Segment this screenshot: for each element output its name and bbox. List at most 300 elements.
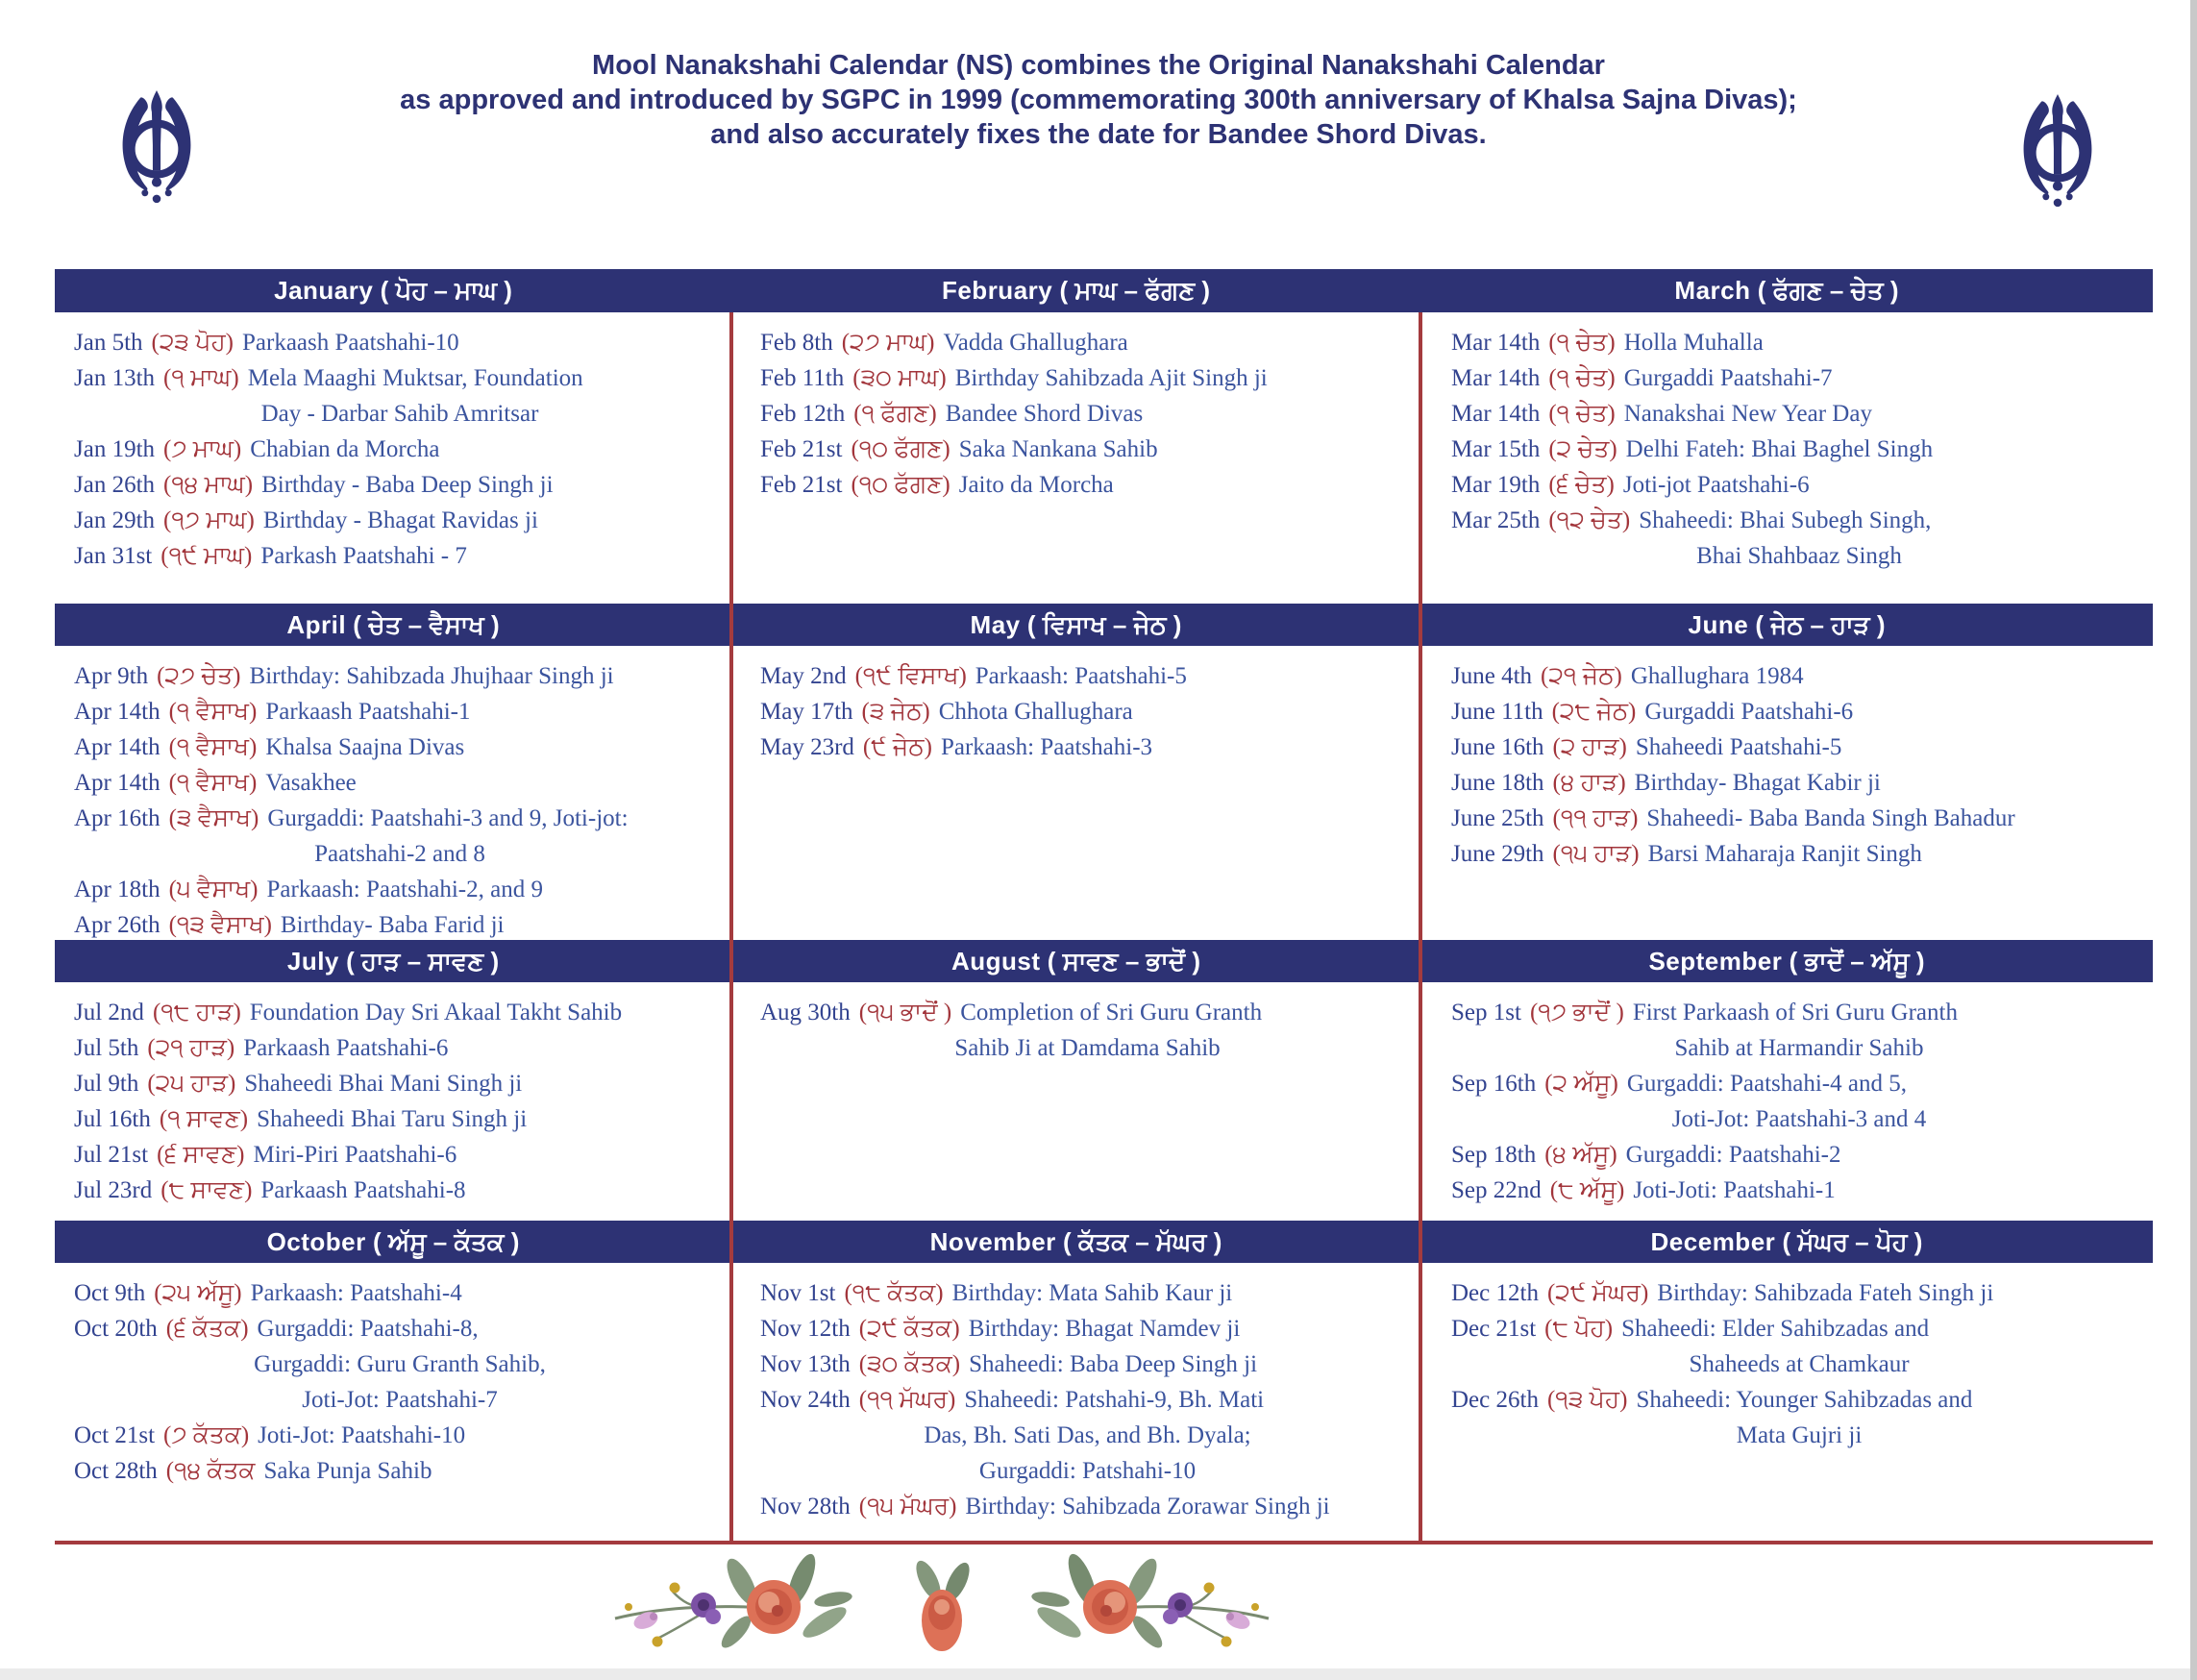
event-description: Vasakhee: [265, 770, 357, 796]
month-events-december: [1420, 1263, 2153, 1543]
month-name: July: [286, 947, 339, 976]
event: [1451, 432, 2147, 467]
event-nanakshahi-date: (੮ ਸਾਵਣ): [160, 1177, 253, 1203]
month-events-april: [55, 646, 731, 940]
event-nanakshahi-date: (੭ ਕੱਤਕ): [163, 1422, 250, 1448]
month-name: May: [970, 610, 1021, 639]
event: [760, 1311, 1415, 1346]
event-date: Mar 14th: [1451, 365, 1541, 391]
event-description: Mela Maaghi Muktsar, Foundation: [247, 365, 583, 391]
event-date: Jul 23rd: [74, 1177, 153, 1203]
month-events-october: [55, 1263, 731, 1543]
event: [1451, 995, 2147, 1030]
month-body-row: [55, 1263, 2153, 1543]
event-nanakshahi-date: (੨ ਹਾੜ): [1552, 734, 1627, 760]
event-nanakshahi-date: (੬ ਚੇਤ): [1548, 472, 1615, 498]
event-nanakshahi-date: (੨੮ ਜੇਠ): [1551, 699, 1637, 725]
month-header-row: [55, 1221, 2153, 1263]
event-date: Nov 12th: [760, 1316, 851, 1342]
event-nanakshahi-date: (੯ ਜੇਠ): [862, 734, 932, 760]
event-date: Jul 9th: [74, 1071, 139, 1097]
month-punjabi-range: ( ਸਾਵਣ – ਭਾਦੋਂ ): [1040, 947, 1200, 976]
month-body-row: [55, 982, 2153, 1221]
event: [1451, 729, 2147, 765]
event-nanakshahi-date: (੨੫ ਹਾੜ): [147, 1071, 236, 1097]
event-date: Oct 9th: [74, 1280, 146, 1306]
event-nanakshahi-date: (੨੫ ਅੱਸੂ): [154, 1280, 242, 1306]
event: [1451, 836, 2147, 872]
event-nanakshahi-date: (੧੨ ਚੇਤ): [1548, 507, 1631, 533]
month-events-may: [731, 646, 1420, 940]
event-date: June 29th: [1451, 841, 1544, 867]
month-punjabi-range: ( ਚੇਤ – ਵੈਸਾਖ ): [346, 610, 500, 639]
event: [1451, 1173, 2147, 1208]
event-nanakshahi-date: (੧੫ ਭਾਦੋਂ ): [858, 1000, 952, 1025]
event-nanakshahi-date: (੩ ਵੈਸਾਖ): [168, 805, 259, 831]
event-description-continued: Gurgaddi: Patshahi-10: [978, 1458, 1197, 1484]
event-nanakshahi-date: (੪ ਅੱਸੂ): [1544, 1142, 1617, 1168]
event-nanakshahi-date: (੧੩ ਵੈਸਾਖ): [168, 912, 272, 938]
month-punjabi-range: ( ਅੱਸੂ – ਕੱਤਕ ): [365, 1227, 520, 1256]
event-nanakshahi-date: (੧੯ ਮਾਘ): [160, 543, 253, 569]
event: [74, 1418, 726, 1453]
event-description: Joti-Jot: Paatshahi-10: [258, 1422, 466, 1448]
event-description: Shaheedi Bhai Taru Singh ji: [257, 1106, 528, 1132]
event-nanakshahi-date: (੧ ਚੇਤ): [1548, 330, 1616, 356]
event: [760, 432, 1415, 467]
event-date: Jan 29th: [74, 507, 156, 533]
event-description-continued: Paatshahi-2 and 8: [314, 841, 485, 867]
event: [74, 1030, 726, 1066]
event: [1451, 1066, 2147, 1101]
event-nanakshahi-date: (੮ ਅੱਸੂ): [1549, 1177, 1625, 1203]
event: [74, 1453, 726, 1489]
event-description-continued: Joti-Jot: Paatshahi-3 and 4: [1671, 1106, 1927, 1132]
event-nanakshahi-date: (੨੩ ਪੋਹ): [151, 330, 235, 356]
event-nanakshahi-date: (੧ ਵੈਸਾਖ): [168, 699, 258, 725]
event: [74, 694, 726, 729]
title-line-2: as approved and introduced by SGPC in 1999 (commemorating 300th anniversary of Khalsa Sajna Divas);: [400, 85, 1797, 115]
event-description: Completion of Sri Guru Granth: [960, 1000, 1263, 1025]
month-title-may: [731, 604, 1420, 646]
event-nanakshahi-date: (੧੮ ਹਾੜ): [152, 1000, 241, 1025]
event: [74, 1101, 726, 1137]
title-line-1: Mool Nanakshahi Calendar (NS) combines the Original Nanakshahi Calendar: [592, 50, 1605, 81]
month-body-row: [55, 646, 2153, 940]
event-description-continued: Day - Darbar Sahib Amritsar: [260, 401, 539, 427]
month-events-february: [731, 312, 1420, 604]
event-date: June 16th: [1451, 734, 1544, 760]
event-date: June 25th: [1451, 805, 1544, 831]
event-description: Birthday Sahibzada Ajit Singh ji: [954, 365, 1268, 391]
event: [760, 360, 1415, 396]
month-title-september: [1420, 940, 2153, 982]
event-description: Birthday- Baba Farid ji: [280, 912, 505, 938]
event-description-continued: Das, Bh. Sati Das, and Bh. Dyala;: [924, 1422, 1251, 1448]
event-description: Shaheedi: Bhai Subegh Singh,: [1639, 507, 1932, 533]
event-nanakshahi-date: (੧ ਚੇਤ): [1548, 365, 1616, 391]
event-nanakshahi-date: (੧ ਫੱਗਣ): [853, 401, 937, 427]
event-nanakshahi-date: (੨੧ ਜੇਠ): [1541, 663, 1622, 689]
event-nanakshahi-date: (੬ ਕੱਤਕ): [165, 1316, 249, 1342]
event-date: Mar 14th: [1451, 330, 1541, 356]
event-description: Holla Muhalla: [1623, 330, 1764, 356]
event: [760, 1382, 1415, 1418]
month-punjabi-range: ( ਹਾੜ – ਸਾਵਣ ): [338, 947, 500, 976]
event-description: Gurgaddi Paatshahi-6: [1644, 699, 1854, 725]
event: [1451, 765, 2147, 801]
month-title-december: [1420, 1221, 2153, 1263]
event-nanakshahi-date: (੧੧ ਮੱਘਰ): [858, 1387, 956, 1413]
event: [1451, 503, 2147, 538]
event-nanakshahi-date: (੧ ਸਾਵਣ): [159, 1106, 249, 1132]
title-line-3: and also accurately fixes the date for Bandee Shord Divas.: [710, 119, 1487, 150]
month-events-september: [1420, 982, 2153, 1221]
event-date: Oct 21st: [74, 1422, 156, 1448]
event-description: Parkaash Paatshahi-1: [265, 699, 471, 725]
event-nanakshahi-date: (੧੫ ਮੱਘਰ): [858, 1494, 957, 1519]
month-events-november: [731, 1263, 1420, 1543]
bottom-gray-bar: [0, 1668, 2197, 1680]
event-description: Gurgaddi Paatshahi-7: [1623, 365, 1833, 391]
event-description: Gurgaddi: Paatshahi-8,: [257, 1316, 479, 1342]
event-date: Apr 16th: [74, 805, 160, 831]
event: [1451, 360, 2147, 396]
event: [74, 658, 726, 694]
event-description: Birthday - Baba Deep Singh ji: [261, 472, 554, 498]
event-description: Miri-Piri Paatshahi-6: [253, 1142, 457, 1168]
event-description: Parkaash Paatshahi-6: [243, 1035, 449, 1061]
month-name: March: [1674, 276, 1751, 305]
event-description: Parkaash Paatshahi-10: [242, 330, 459, 356]
event-description: Gurgaddi: Paatshahi-3 and 9, Joti-jot:: [267, 805, 629, 831]
event-date: Nov 28th: [760, 1494, 851, 1519]
month-events-january: [55, 312, 731, 604]
event: [74, 1275, 726, 1311]
event: [1451, 467, 2147, 503]
event: [74, 325, 726, 360]
event-nanakshahi-date: (੧੭ ਭਾਦੋਂ ): [1529, 1000, 1624, 1025]
event-date: Feb 21st: [760, 436, 843, 462]
event-date: Mar 25th: [1451, 507, 1541, 533]
event-nanakshahi-date: (੧੪ ਕੱਤਕ: [165, 1458, 256, 1484]
event-nanakshahi-date: (੩੦ ਮਾਘ): [852, 365, 947, 391]
event-date: Jan 19th: [74, 436, 156, 462]
event-description: Joti-Joti: Paatshahi-1: [1633, 1177, 1836, 1203]
event: [760, 995, 1415, 1030]
event-date: Jul 21st: [74, 1142, 149, 1168]
event: [760, 1489, 1415, 1524]
floral-garland: [596, 1549, 1288, 1670]
event-nanakshahi-date: (੨੭ ਚੇਤ): [157, 663, 241, 689]
event-date: Feb 11th: [760, 365, 845, 391]
event-description: Foundation Day Sri Akaal Takht Sahib: [249, 1000, 623, 1025]
event-date: Apr 9th: [74, 663, 149, 689]
event: [1451, 396, 2147, 432]
event-date: Sep 16th: [1451, 1071, 1537, 1097]
event-date: June 11th: [1451, 699, 1543, 725]
event-nanakshahi-date: (੩੦ ਕੱਤਕ): [858, 1351, 961, 1377]
month-name: August: [951, 947, 1041, 976]
event-description: Chhota Ghallughara: [938, 699, 1133, 725]
event-date: Dec 21st: [1451, 1316, 1537, 1342]
event: [760, 729, 1415, 765]
event-description: Shaheedi: Patshahi-9, Bh. Mati: [964, 1387, 1265, 1413]
event: [760, 467, 1415, 503]
month-title-july: [55, 940, 731, 982]
event-description: Parkaash: Paatshahi-5: [975, 663, 1187, 689]
month-title-august: [731, 940, 1420, 982]
event-date: Dec 26th: [1451, 1387, 1539, 1413]
event-description: Parkaash Paatshahi-8: [260, 1177, 466, 1203]
month-punjabi-range: ( ਵਿਸਾਖ – ਜੇਠ ): [1020, 610, 1182, 639]
event-date: Apr 26th: [74, 912, 160, 938]
event-nanakshahi-date: (੧ ਵੈਸਾਖ): [168, 734, 258, 760]
event: [760, 694, 1415, 729]
event: [760, 325, 1415, 360]
month-title-march: [1420, 269, 2153, 312]
event-date: June 18th: [1451, 770, 1544, 796]
event-nanakshahi-date: (੧ ਚੇਤ): [1548, 401, 1616, 427]
event: [760, 658, 1415, 694]
event-date: Mar 19th: [1451, 472, 1541, 498]
event-date: Mar 14th: [1451, 401, 1541, 427]
event-date: May 17th: [760, 699, 853, 725]
event-nanakshahi-date: (੨੯ ਕੱਤਕ): [858, 1316, 960, 1342]
event-nanakshahi-date: (੧੩ ਪੋਹ): [1546, 1387, 1628, 1413]
column-divider-line: [729, 312, 733, 1544]
month-events-june: [1420, 646, 2153, 940]
event-date: Jul 2nd: [74, 1000, 144, 1025]
event-nanakshahi-date: (੨ ਅੱਸੂ): [1544, 1071, 1618, 1097]
event-description: Chabian da Morcha: [250, 436, 440, 462]
event-description: Vadda Ghallughara: [943, 330, 1128, 356]
event: [760, 1275, 1415, 1311]
month-events-july: [55, 982, 731, 1221]
event-description: Joti-jot Paatshahi-6: [1622, 472, 1810, 498]
event-description: Saka Punja Sahib: [263, 1458, 432, 1484]
bottom-rule-line: [55, 1541, 2153, 1544]
event: [1451, 1311, 2147, 1346]
event-description: Parkaash: Paatshahi-3: [940, 734, 1153, 760]
event: [74, 995, 726, 1030]
event: [74, 801, 726, 836]
event-date: Sep 1st: [1451, 1000, 1521, 1025]
event: [74, 872, 726, 907]
event-date: Jul 16th: [74, 1106, 151, 1132]
event-date: Jul 5th: [74, 1035, 139, 1061]
event: [74, 538, 726, 574]
event-description: Gurgaddi: Paatshahi-4 and 5,: [1626, 1071, 1907, 1097]
event-description-continued: Mata Gujri ji: [1736, 1422, 1863, 1448]
event-nanakshahi-date: (੨੯ ਮੱਘਰ): [1546, 1280, 1649, 1306]
event-description-continued: Joti-Jot: Paatshahi-7: [302, 1387, 498, 1413]
event-description: Bandee Shord Divas: [945, 401, 1144, 427]
event-nanakshahi-date: (੧੫ ਹਾੜ): [1552, 841, 1640, 867]
event-date: Oct 28th: [74, 1458, 158, 1484]
event-description: Khalsa Saajna Divas: [265, 734, 465, 760]
month-title-april: [55, 604, 731, 646]
event: [1451, 658, 2147, 694]
event-description: Saka Nankana Sahib: [958, 436, 1158, 462]
event-description: Parkaash: Paatshahi-4: [250, 1280, 462, 1306]
month-punjabi-range: ( ਫੱਗਣ – ਚੇਤ ): [1750, 276, 1899, 305]
event-date: Mar 15th: [1451, 436, 1541, 462]
event: [74, 467, 726, 503]
event-nanakshahi-date: (੧੪ ਮਾਘ): [163, 472, 254, 498]
event: [74, 360, 726, 396]
event-date: Apr 14th: [74, 734, 160, 760]
event: [74, 729, 726, 765]
event-date: Jan 26th: [74, 472, 156, 498]
page-title: [0, 48, 2197, 152]
month-name: February: [941, 276, 1053, 305]
month-name: September: [1648, 947, 1783, 976]
event: [1451, 1137, 2147, 1173]
event-description: Birthday: Sahibzada Fateh Singh ji: [1657, 1280, 1994, 1306]
event-nanakshahi-date: (੪ ਹਾੜ): [1552, 770, 1626, 796]
event: [74, 503, 726, 538]
month-punjabi-range: ( ਜੇਠ – ਹਾੜ ): [1748, 610, 1886, 639]
event: [74, 1173, 726, 1208]
window-edge-strip: [2190, 0, 2197, 1680]
event-description: Gurgaddi: Paatshahi-2: [1625, 1142, 1841, 1168]
event-description: Nanakshai New Year Day: [1623, 401, 1872, 427]
column-divider-line: [1419, 312, 1422, 1544]
month-name: January: [274, 276, 374, 305]
month-name: October: [266, 1227, 366, 1256]
event-description-continued: Sahib Ji at Damdama Sahib: [954, 1035, 1221, 1061]
event-description-continued: Bhai Shahbaaz Singh: [1696, 543, 1902, 569]
event-nanakshahi-date: (੧੦ ਫੱਗਣ): [851, 436, 950, 462]
event: [74, 765, 726, 801]
event-date: Aug 30th: [760, 1000, 851, 1025]
event-description: Birthday: Mata Sahib Kaur ji: [951, 1280, 1233, 1306]
event-description: Shaheedi: Elder Sahibzadas and: [1621, 1316, 1930, 1342]
event-description-continued: Sahib at Harmandir Sahib: [1674, 1035, 1924, 1061]
event-nanakshahi-date: (੧ ਮਾਘ): [163, 365, 239, 391]
event-description: Jaito da Morcha: [958, 472, 1114, 498]
month-punjabi-range: ( ਪੋਹ – ਮਾਘ ): [373, 276, 512, 305]
event-description: Ghallughara 1984: [1630, 663, 1804, 689]
event-nanakshahi-date: (੧੦ ਫੱਗਣ): [851, 472, 950, 498]
event-date: Nov 24th: [760, 1387, 851, 1413]
month-punjabi-range: ( ਕੱਤਕ – ਮੱਘਰ ): [1055, 1227, 1222, 1256]
event-description: Parkaash: Paatshahi-2, and 9: [266, 877, 543, 902]
month-name: November: [929, 1227, 1056, 1256]
event-nanakshahi-date: (੧ ਵੈਸਾਖ): [168, 770, 258, 796]
event-nanakshahi-date: (੨੭ ਮਾਘ): [841, 330, 935, 356]
event-date: Feb 8th: [760, 330, 833, 356]
event-date: Apr 14th: [74, 770, 160, 796]
month-name: December: [1650, 1227, 1776, 1256]
event-date: Feb 21st: [760, 472, 843, 498]
event-description: Birthday: Sahibzada Zorawar Singh ji: [965, 1494, 1330, 1519]
event-description-continued: Gurgaddi: Guru Granth Sahib,: [254, 1351, 546, 1377]
event: [74, 432, 726, 467]
event: [760, 1346, 1415, 1382]
event-date: Jan 5th: [74, 330, 143, 356]
event-description: First Parkaash of Sri Guru Granth: [1632, 1000, 1958, 1025]
event-date: Jan 31st: [74, 543, 153, 569]
month-name: April: [286, 610, 347, 639]
event-nanakshahi-date: (੮ ਪੋਹ): [1544, 1316, 1614, 1342]
month-name: June: [1688, 610, 1749, 639]
month-events-march: [1420, 312, 2153, 604]
event-date: Feb 12th: [760, 401, 846, 427]
event: [1451, 801, 2147, 836]
month-body-row: [55, 312, 2153, 604]
event-nanakshahi-date: (੬ ਸਾਵਣ): [157, 1142, 245, 1168]
month-title-june: [1420, 604, 2153, 646]
event-description: Birthday: Sahibzada Jhujhaar Singh ji: [249, 663, 614, 689]
month-header-row: [55, 940, 2153, 982]
event-date: Nov 13th: [760, 1351, 851, 1377]
month-title-october: [55, 1221, 731, 1263]
event-nanakshahi-date: (੭ ਮਾਘ): [163, 436, 242, 462]
month-events-august: [731, 982, 1420, 1221]
event-date: Nov 1st: [760, 1280, 836, 1306]
event: [74, 907, 726, 943]
month-title-january: [55, 269, 731, 312]
event-description: Shaheedi Paatshahi-5: [1635, 734, 1842, 760]
event-description: Barsi Maharaja Ranjit Singh: [1647, 841, 1922, 867]
event-nanakshahi-date: (੫ ਵੈਸਾਖ): [168, 877, 259, 902]
event-nanakshahi-date: (੨੧ ਹਾੜ): [147, 1035, 235, 1061]
event-date: May 23rd: [760, 734, 854, 760]
month-title-february: [731, 269, 1420, 312]
event: [1451, 1275, 2147, 1311]
event: [74, 1066, 726, 1101]
khanda-icon: [108, 88, 206, 208]
event: [1451, 1382, 2147, 1418]
month-title-november: [731, 1221, 1420, 1263]
event-date: Oct 20th: [74, 1316, 158, 1342]
event-date: Dec 12th: [1451, 1280, 1539, 1306]
event-date: Sep 22nd: [1451, 1177, 1542, 1203]
event-nanakshahi-date: (੨ ਚੇਤ): [1548, 436, 1617, 462]
event-description: Shaheedi: Younger Sahibzadas and: [1636, 1387, 1973, 1413]
event-description: Birthday- Bhagat Kabir ji: [1634, 770, 1881, 796]
event-description: Parkash Paatshahi - 7: [260, 543, 467, 569]
month-punjabi-range: ( ਮਾਘ – ਫੱਗਣ ): [1052, 276, 1211, 305]
event-nanakshahi-date: (੧੯ ਵਿਸਾਖ): [854, 663, 967, 689]
event-nanakshahi-date: (੩ ਜੇਠ): [861, 699, 930, 725]
event-date: Sep 18th: [1451, 1142, 1537, 1168]
event-date: Apr 18th: [74, 877, 160, 902]
event: [1451, 325, 2147, 360]
month-punjabi-range: ( ਭਾਦੋਂ – ਅੱਸੂ ): [1782, 947, 1925, 976]
month-header-row: [55, 269, 2153, 312]
event-description: Delhi Fateh: Bhai Baghel Singh: [1625, 436, 1934, 462]
event: [760, 396, 1415, 432]
event: [74, 1311, 726, 1346]
event: [74, 1137, 726, 1173]
calendar-grid: [55, 269, 2153, 1543]
event-description-continued: Shaheeds at Chamkaur: [1689, 1351, 1910, 1377]
event-date: May 2nd: [760, 663, 847, 689]
event-date: June 4th: [1451, 663, 1533, 689]
event-description: Birthday - Bhagat Ravidas ji: [262, 507, 538, 533]
event-description: Birthday: Bhagat Namdev ji: [968, 1316, 1241, 1342]
event: [1451, 694, 2147, 729]
month-punjabi-range: ( ਮੱਘਰ – ਪੋਹ ): [1775, 1227, 1923, 1256]
event-date: Apr 14th: [74, 699, 160, 725]
event-nanakshahi-date: (੧੮ ਕੱਤਕ): [844, 1280, 944, 1306]
khanda-icon: [2009, 92, 2107, 211]
event-description: Shaheedi: Baba Deep Singh ji: [969, 1351, 1258, 1377]
event-nanakshahi-date: (੧੭ ਮਾਘ): [163, 507, 255, 533]
